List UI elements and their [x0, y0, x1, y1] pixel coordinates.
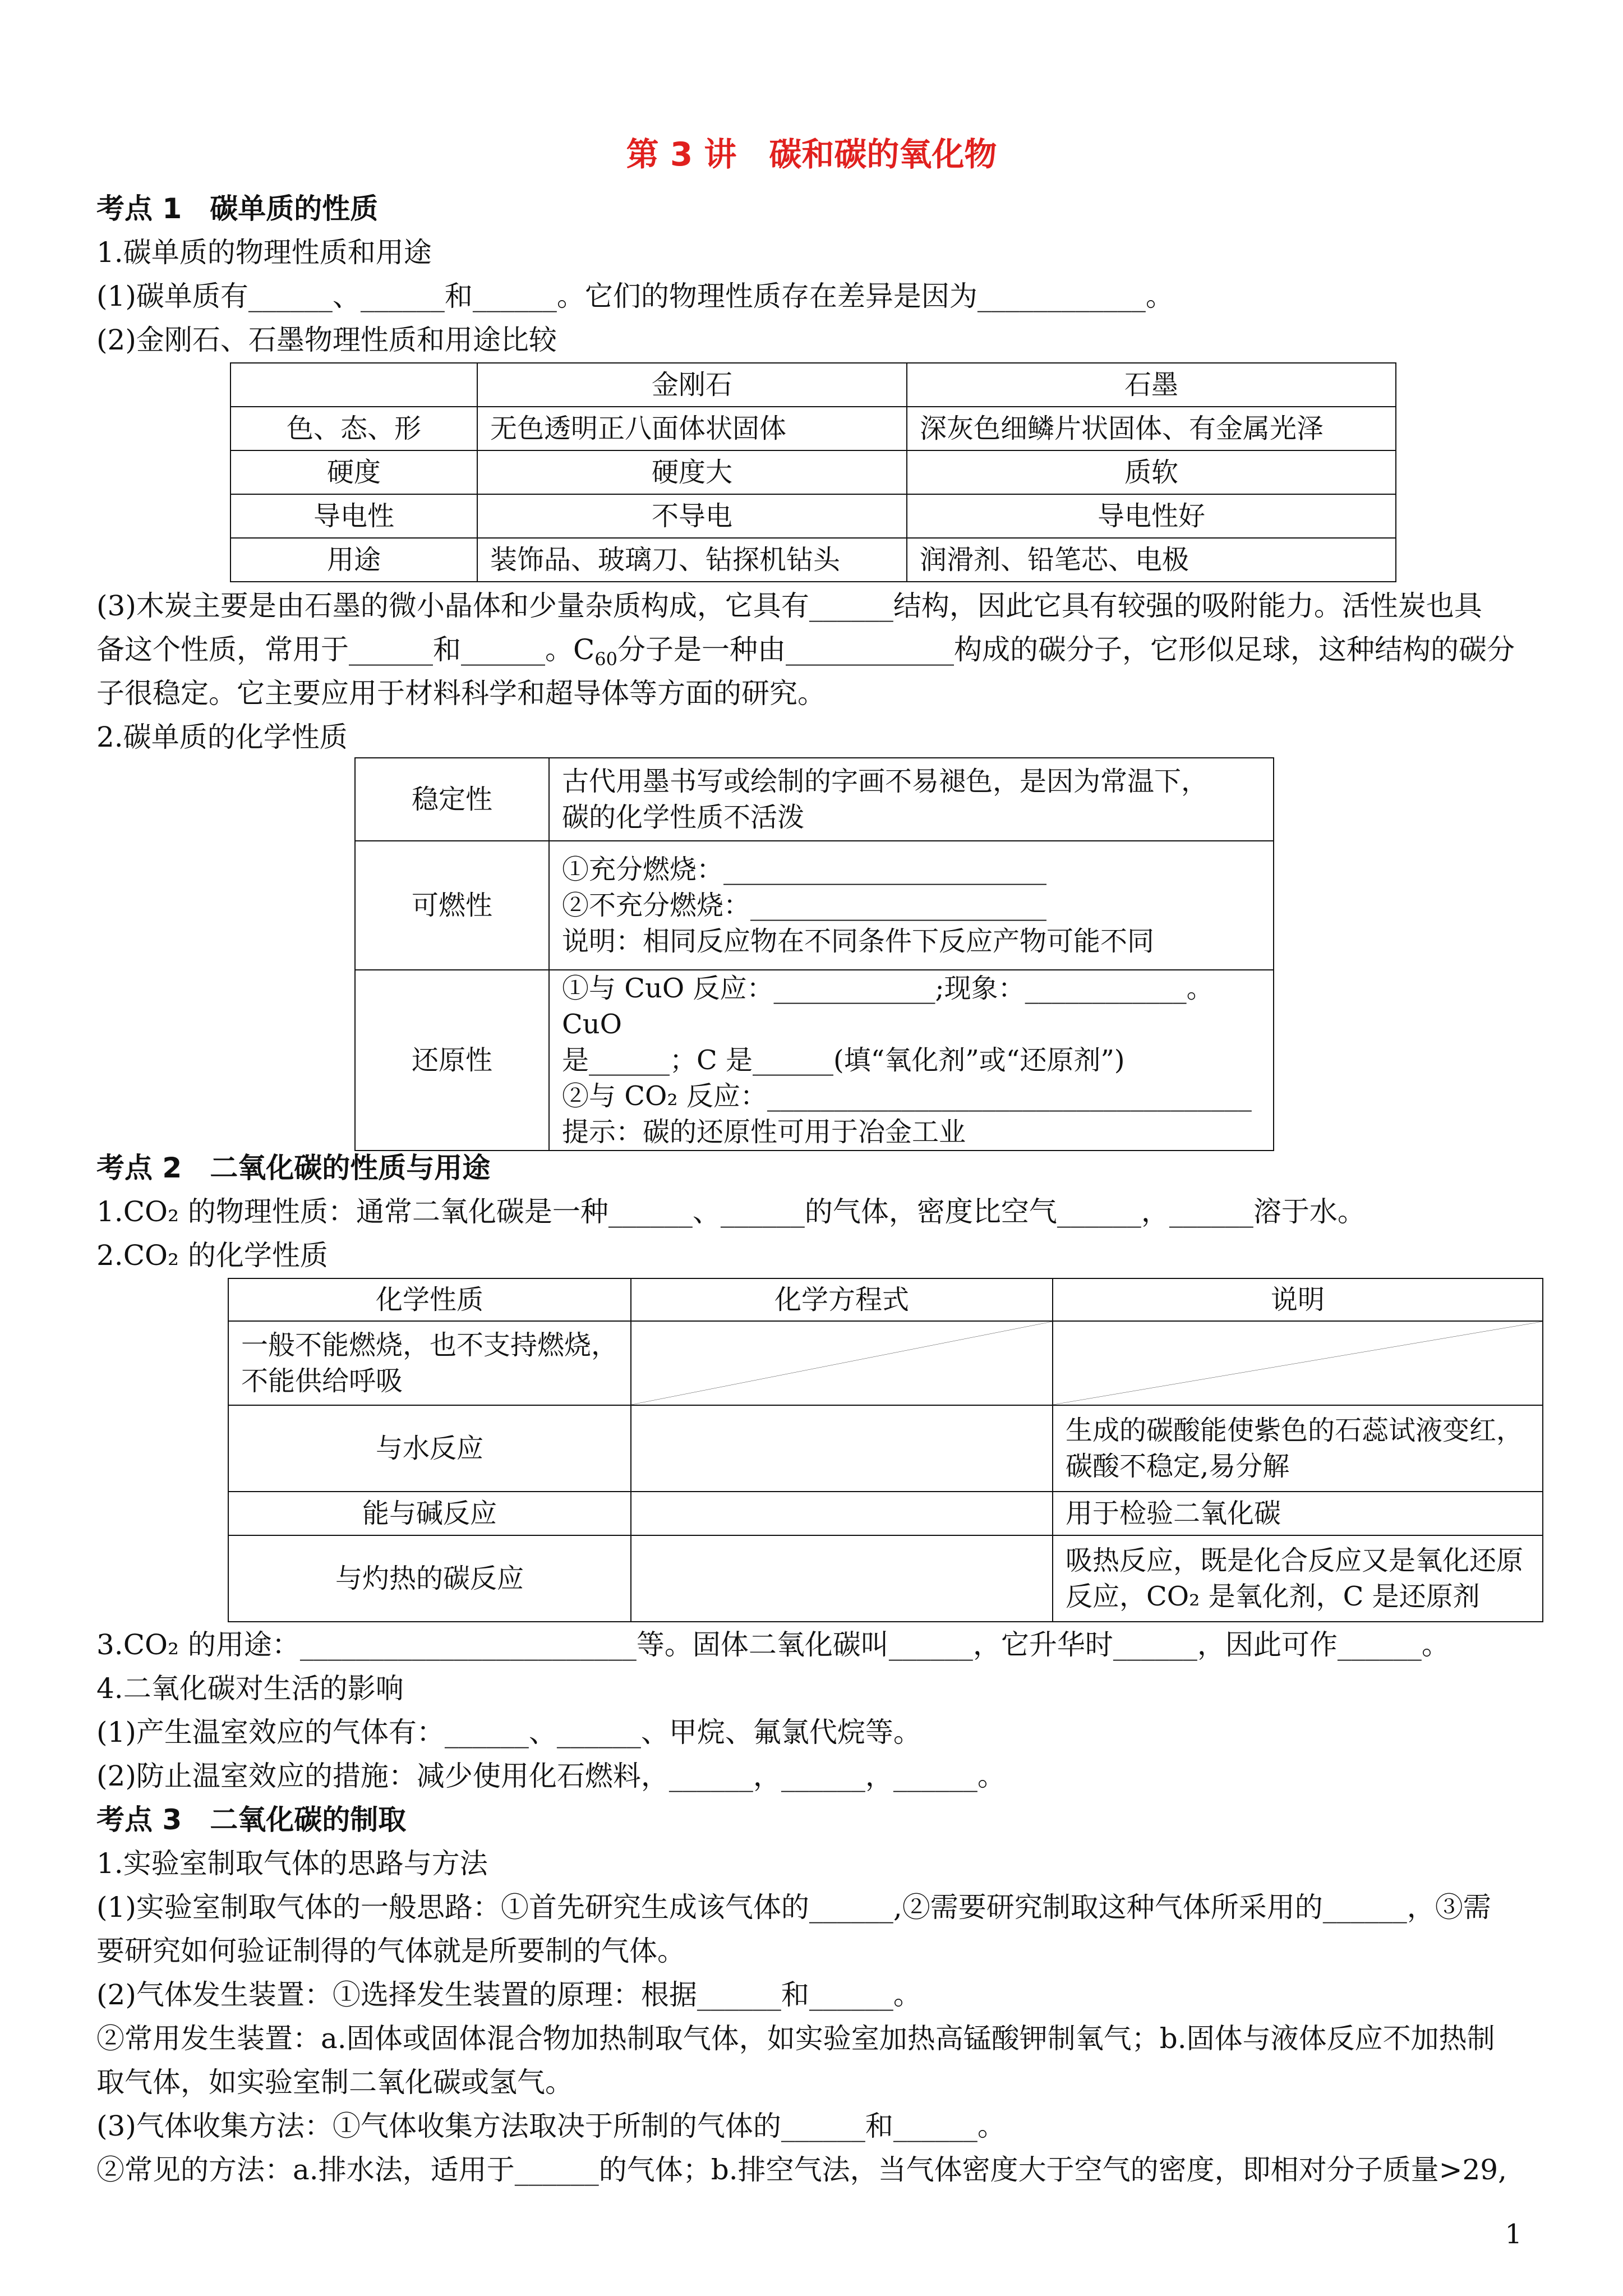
stability-line: 古代用墨书写或绘制的字画不易褪色，是因为常温下，: [562, 766, 1209, 797]
k3-paragraph-2: (1)实验室制取气体的一般思路：①首先研究生成该气体的______,②需要研究制取这种气体所采用的______，③需: [96, 1891, 1491, 1924]
table3-note-cell: 用于检验二氧化碳: [1053, 1492, 1543, 1535]
table3-equation-cell: [631, 1492, 1053, 1535]
k2-paragraph-1: 1.CO₂ 的物理性质：通常二氧化碳是一种______、______的气体，密度比空气______，______溶于水。: [96, 1195, 1366, 1228]
table1-cell: 导电性好: [907, 494, 1396, 538]
k2-paragraph-6: (2)防止温室效应的措施：减少使用化石燃料，______，______，______。: [96, 1760, 1006, 1792]
diagonal-line: [1053, 1322, 1542, 1405]
table1-header-diamond: 金刚石: [477, 363, 907, 407]
diamond-graphite-table: [230, 362, 1396, 582]
table1-cell: 装饰品、玻璃刀、钻探机钻头: [477, 538, 907, 582]
table1-cell: 无色透明正八面体状固体: [477, 407, 907, 450]
section-heading-1: 考点 1 碳单质的性质: [96, 192, 379, 225]
k2-paragraph-4: 4.二氧化碳对生活的影响: [96, 1672, 404, 1705]
page-title: 第 3 讲 碳和碳的氧化物: [626, 135, 997, 173]
table3-header: 说明: [1053, 1278, 1543, 1321]
k3-paragraph-7: (3)气体收集方法：①气体收集方法取决于所制的气体的______和______。: [96, 2110, 1006, 2142]
reducibility-line: ②与 CO₂ 反应：____________________________________: [562, 1080, 1252, 1112]
table1-cell: 深灰色细鳞片状固体、有金属光泽: [907, 407, 1396, 450]
combustibility-line: 说明：相同反应物在不同条件下反应产物可能不同: [562, 926, 1155, 957]
reducibility-label: 还原性: [355, 970, 549, 1151]
k3-paragraph-1: 1.实验室制取气体的思路与方法: [96, 1847, 488, 1880]
reducibility-line: ①与 CuO 反应：____________;现象：____________。CuO: [562, 973, 1214, 1040]
table3-diagonal-cell: [1053, 1321, 1543, 1405]
table1-row-label: 用途: [230, 538, 477, 582]
stability-label: 稳定性: [355, 758, 549, 841]
table3-equation-cell: [631, 1535, 1053, 1622]
table1-header-graphite: 石墨: [907, 363, 1396, 407]
table1-row-label: 色、态、形: [230, 407, 477, 450]
table3-diagonal-cell: [631, 1321, 1053, 1405]
k1-paragraph-2: (2)金刚石、石墨物理性质和用途比较: [96, 324, 557, 356]
k1-paragraph-3c: 子很稳定。它主要应用于材料科学和超导体等方面的研究。: [96, 677, 826, 710]
stability-line: 碳的化学性质不活泼: [562, 802, 805, 833]
table1-cell: 润滑剂、铅笔芯、电极: [907, 538, 1396, 582]
combustibility-cell: [549, 841, 1274, 970]
reducibility-cell: [549, 970, 1274, 1151]
table3-header: 化学性质: [228, 1278, 631, 1321]
reducibility-line: 提示：碳的还原性可用于冶金工业: [562, 1116, 966, 1148]
section-heading-3: 考点 3 二氧化碳的制取: [96, 1803, 407, 1836]
table1-row-label: 硬度: [230, 450, 477, 494]
carbon-chemical-properties-table: [354, 757, 1274, 1151]
table1-cell: 质软: [907, 450, 1396, 494]
combustibility-line: ①充分燃烧：________________________: [562, 854, 1047, 885]
reducibility-line: 是______；C 是______(填“氧化剂”或“还原剂”): [562, 1045, 1125, 1076]
table1-cell: 不导电: [477, 494, 907, 538]
table1-cell: 硬度大: [477, 450, 907, 494]
k3-paragraph-4: (2)气体发生装置：①选择发生装置的原理：根据______和______。: [96, 1978, 921, 2011]
k1-subheading-1: 1.碳单质的物理性质和用途: [96, 236, 432, 269]
table3-note-cell: 生成的碳酸能使紫色的石蕊试液变红，碳酸不稳定,易分解: [1053, 1405, 1543, 1492]
page-number: 1: [1505, 2219, 1522, 2250]
co2-chemical-properties-table: [228, 1278, 1543, 1622]
k3-paragraph-6: 取气体，如实验室制二氧化碳或氢气。: [96, 2066, 573, 2099]
k3-paragraph-5: ②常用发生装置：a.固体或固体混合物加热制取气体，如实验室加热高锰酸钾制氧气；b.固体与液体反应不加热制: [96, 2022, 1495, 2055]
k1-p3b-text: 备这个性质，常用于______和______。C: [96, 633, 595, 666]
table3-note-cell: 吸热反应，既是化合反应又是氧化还原反应，CO₂ 是氧化剂，C 是还原剂: [1053, 1535, 1543, 1622]
k2-paragraph-2: 2.CO₂ 的化学性质: [96, 1239, 328, 1272]
k1-p3b-rest: 分子是一种由____________构成的碳分子，它形似足球，这种结构的碳分: [617, 633, 1515, 666]
table3-row-label: 与水反应: [228, 1405, 631, 1492]
table1-row-label: 导电性: [230, 494, 477, 538]
table3-row-label: 一般不能燃烧，也不支持燃烧，不能供给呼吸: [228, 1321, 631, 1405]
k2-paragraph-5: (1)产生温室效应的气体有：______、______、甲烷、氟氯代烷等。: [96, 1716, 921, 1749]
k3-paragraph-8: ②常见的方法：a.排水法，适用于______的气体；b.排空气法，当气体密度大于空气的密度，即相对分子质量>29,: [96, 2154, 1507, 2186]
k3-paragraph-3: 要研究如何验证制得的气体就是所要制的气体。: [96, 1935, 685, 1967]
table3-row-label: 能与碱反应: [228, 1492, 631, 1535]
section-heading-2: 考点 2 二氧化碳的性质与用途: [96, 1152, 491, 1184]
k1-paragraph-3b: [96, 632, 1515, 677]
k1-paragraph-3a: (3)木炭主要是由石墨的微小晶体和少量杂质构成，它具有______结构，因此它具有较强的吸附能力。活性炭也具: [96, 590, 1482, 622]
table3-row-label: 与灼热的碳反应: [228, 1535, 631, 1622]
table3-equation-cell: [631, 1405, 1053, 1492]
c60-subscript: 60: [594, 648, 617, 670]
diagonal-line: [631, 1322, 1052, 1405]
combustibility-label: 可燃性: [355, 841, 549, 970]
k1-subheading-2: 2.碳单质的化学性质: [96, 721, 348, 753]
k1-paragraph-1: (1)碳单质有______、______和______。它们的物理性质存在差异是因为____________。: [96, 280, 1174, 312]
k2-paragraph-3: 3.CO₂ 的用途：________________________等。固体二氧化碳叫______，它升华时______，因此可作______。: [96, 1628, 1450, 1661]
combustibility-line: ②不充分燃烧：______________________: [562, 890, 1047, 921]
table1-header-blank: [230, 363, 477, 407]
stability-cell: [549, 758, 1274, 841]
table3-header: 化学方程式: [631, 1278, 1053, 1321]
